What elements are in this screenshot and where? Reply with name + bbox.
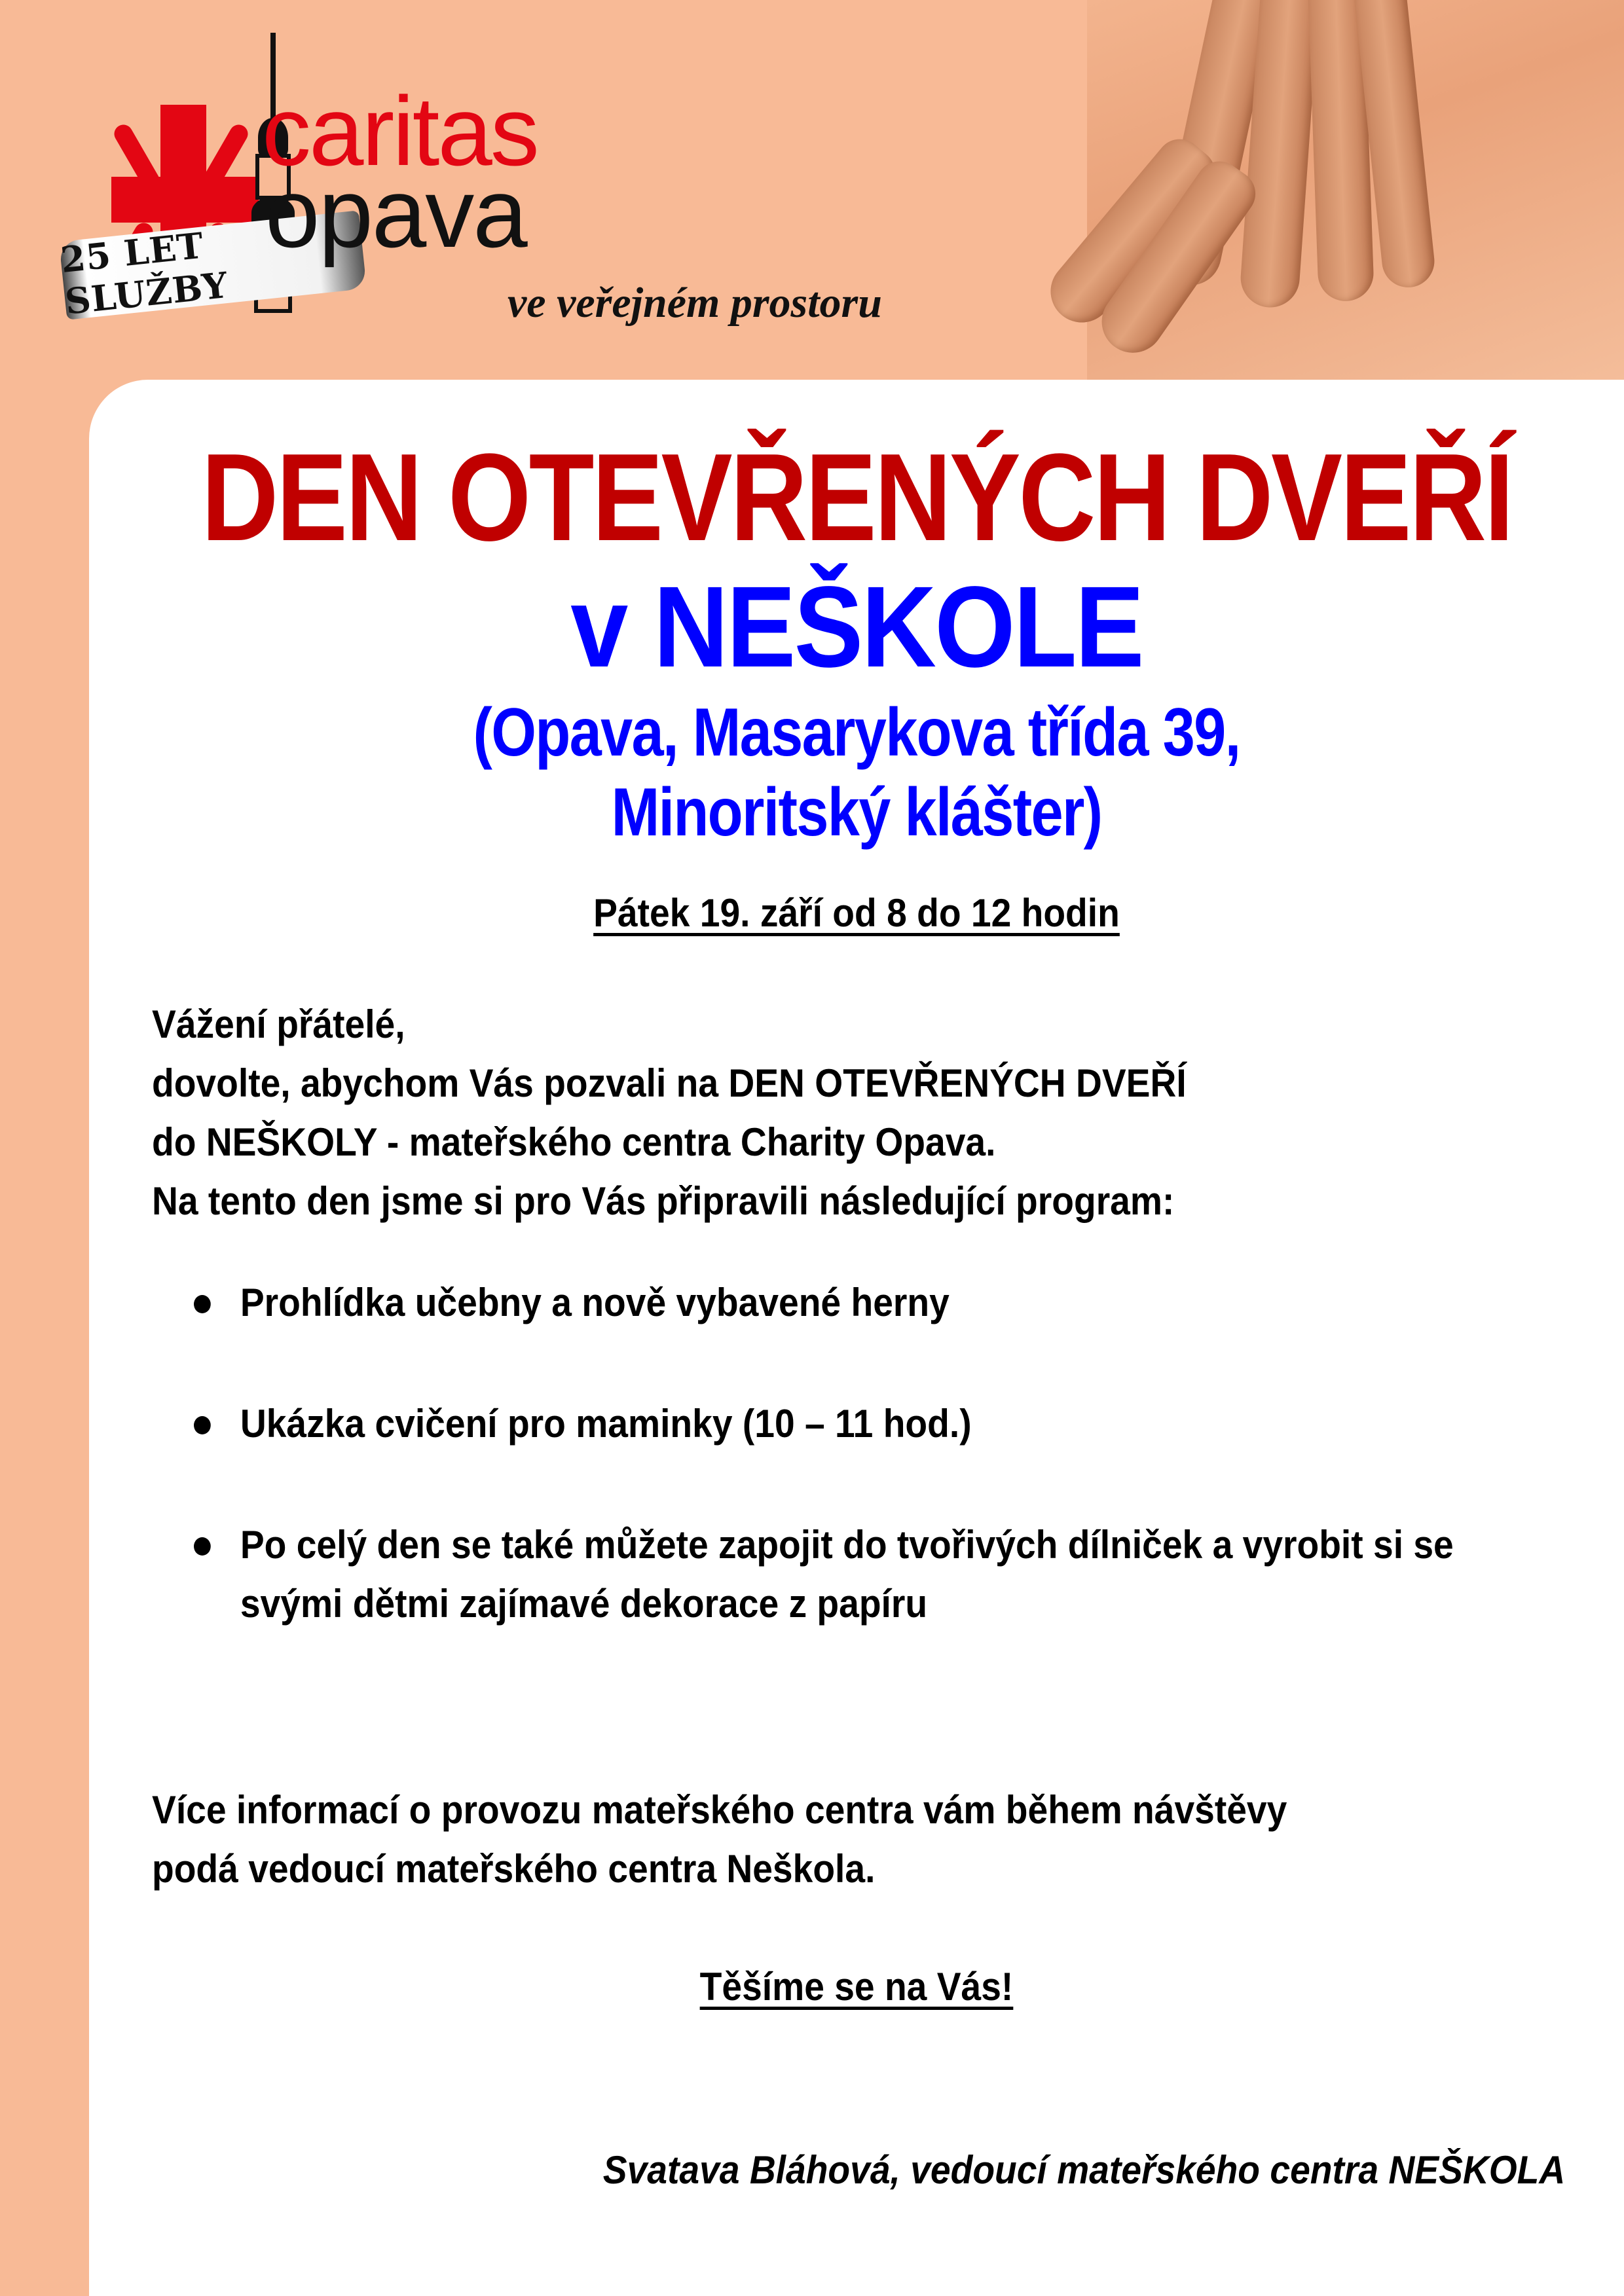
list-item-text: Prohlídka učebny a nově vybavené herny [240, 1281, 950, 1324]
list-item [194, 1394, 1489, 1453]
intro-line: Na tento den jsme si pro Vás připravili následující program: [152, 1179, 1175, 1223]
ribbon-text: 25 LET SLUŽBY [58, 224, 231, 323]
list-item [194, 1516, 1493, 1633]
list-item-text: Po celý den se také můžete zapojit do tvořivých dílniček a vyrobit si se svými dětmi zajímavé dekorace z papíru [240, 1523, 1454, 1626]
intro-paragraph [152, 995, 1447, 1231]
bullet-icon [194, 1295, 211, 1313]
list-item [194, 1273, 1489, 1332]
tagline: ve veřejném prostoru [507, 279, 882, 327]
more-info-paragraph [152, 1781, 1447, 1899]
bullet-icon [194, 1537, 211, 1556]
address-line-1: (Opava, Masarykova třída 39, [473, 695, 1240, 771]
cross-icon-bar [111, 177, 259, 223]
event-date [151, 890, 1562, 936]
address-line-2: Minoritský klášter) [611, 774, 1102, 850]
brand-opava: opava [265, 158, 526, 268]
content-panel [89, 380, 1624, 2296]
more-info-line: Více informací o provozu mateřského centra vám během návštěvy [152, 1788, 1287, 1832]
page-header [0, 0, 1624, 380]
intro-line: Vážení přátelé, [152, 1002, 405, 1046]
closing-greeting [151, 1964, 1562, 2009]
program-list [194, 1273, 1489, 1696]
list-item-text: Ukázka cvičení pro maminky (10 – 11 hod.) [240, 1402, 972, 1446]
event-date-text: Pátek 19. září od 8 do 12 hodin [593, 891, 1120, 935]
page-subtitle: v NEŠKOLE [570, 563, 1143, 691]
page-title: DEN OTEVŘENÝCH DVEŘÍ [201, 428, 1512, 567]
brand-caritas: caritas [262, 76, 538, 186]
closing-text: Těšíme se na Vás! [699, 1965, 1014, 2009]
signature: Svatava Bláhová, vedoucí mateřského centra NEŠKOLA [602, 2148, 1565, 2192]
bullet-icon [194, 1416, 211, 1434]
more-info-line: podá vedoucí mateřského centra Neškola. [152, 1847, 876, 1891]
intro-line: dovolte, abychom Vás pozvali na DEN OTEVŘENÝCH DVEŘÍ [152, 1061, 1187, 1105]
intro-line: do NEŠKOLY - mateřského centra Charity Opava. [152, 1120, 996, 1164]
hands-photo [1087, 0, 1624, 380]
address [204, 693, 1509, 852]
